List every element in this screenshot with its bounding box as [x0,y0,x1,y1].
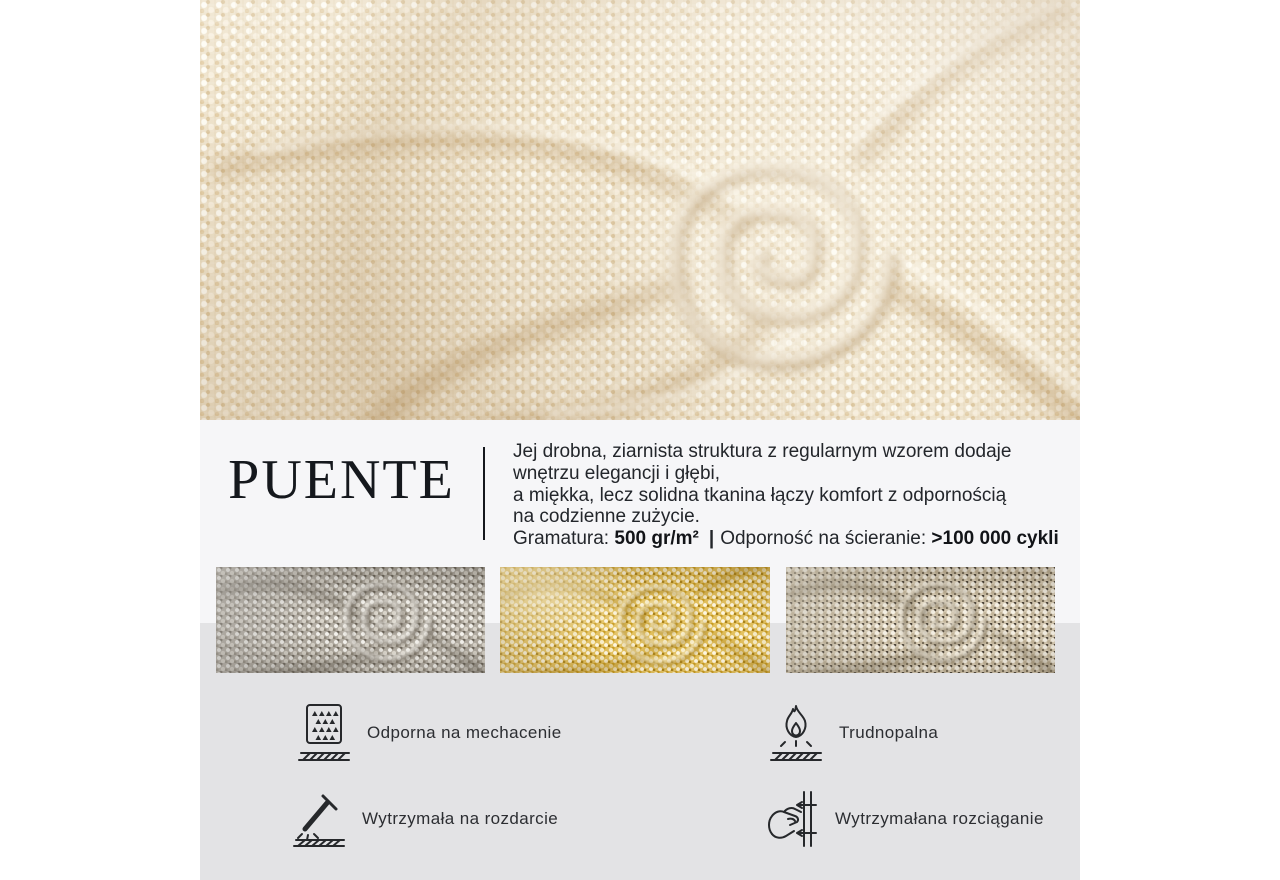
feature-label: Trudnopalna [839,723,939,742]
pilling-resistant-icon [296,703,352,763]
description-line: na codzienne zużycie. [513,506,700,528]
abrasion-value: >100 000 cykli [931,528,1059,550]
swatch-shading [500,567,770,673]
description-line: a miękka, lecz solidna tkanina łączy komfort z odpornością [513,484,1007,506]
page-title: PUENTE [228,449,455,511]
feature-flame [768,703,938,763]
stretch-resistant-icon [764,789,820,849]
feature-pilling [296,703,562,763]
feature-label: Wytrzymała na rozdarcie [362,809,559,828]
hero-fabric-photo [200,0,1080,420]
swatch-shading [786,567,1055,673]
description-line: wnętrzu elegancji i głębi, [513,462,721,484]
weight-label: Gramatura: [513,528,615,550]
flame-resistant-icon [768,703,824,763]
spec-separator: | [708,528,715,550]
swatch-yellow-boucle[interactable] [500,567,770,673]
swatch-gray-boucle[interactable] [216,567,485,673]
feature-label: Wytrzymałana rozciąganie [835,809,1044,828]
title-divider [483,447,485,540]
tear-resistant-icon [291,789,347,849]
feature-stretch [764,789,1044,849]
feature-tear [291,789,558,849]
swatch-beige-boucle[interactable] [786,567,1055,673]
product-description [513,441,1059,550]
feature-label: Odporna na mechacenie [367,723,562,742]
weight-value: 500 gr/m² [614,528,699,550]
spec-line [513,528,1059,550]
fabric-shading [200,0,1080,420]
abrasion-label: Odporność na ścieranie: [720,528,932,550]
description-line: Jej drobna, ziarnista struktura z regularnym wzorem dodaje [513,441,1012,462]
swatch-shading [216,567,485,673]
